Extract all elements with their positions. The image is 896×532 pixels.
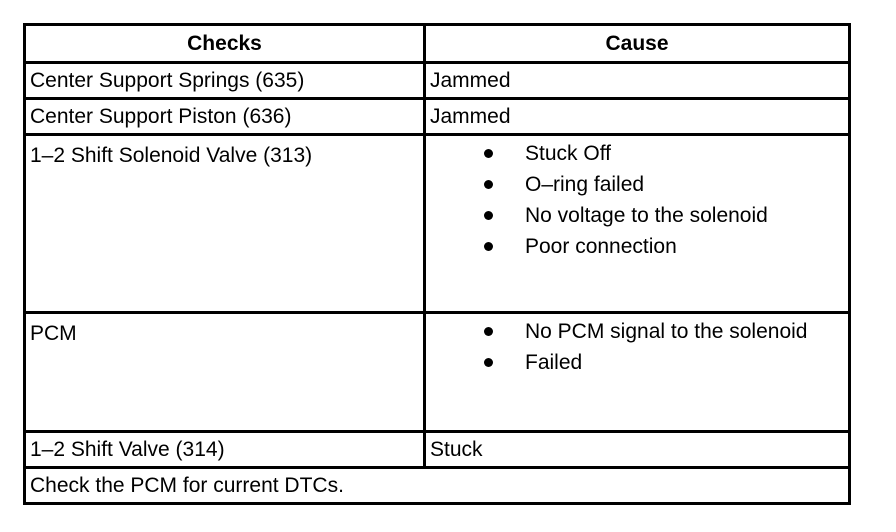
cause-header: Cause [425,25,850,63]
cause-list-item: Stuck Off [430,138,844,169]
check-cell: 1–2 Shift Valve (314) [25,432,425,468]
header-row [25,25,850,63]
checks-header: Checks [25,25,425,63]
cause-list [430,316,844,378]
cause-cell: Stuck [425,432,850,468]
cause-list-item: No PCM signal to the solenoid [430,316,844,347]
check-cell: Center Support Springs (635) [25,63,425,99]
cause-cell: Jammed [425,63,850,99]
check-cell: Center Support Piston (636) [25,99,425,135]
table-row [25,432,850,468]
cause-list [430,138,844,262]
cause-cell [425,313,850,432]
table-row [25,135,850,313]
cause-cell [425,135,850,313]
cause-list-item: Failed [430,347,844,378]
footer-note: Check the PCM for current DTCs. [25,468,850,504]
cause-cell: Jammed [425,99,850,135]
table-row [25,313,850,432]
cause-list-item: Poor connection [430,231,844,262]
check-cell: PCM [25,313,425,432]
footer-row [25,468,850,504]
check-cell: 1–2 Shift Solenoid Valve (313) [25,135,425,313]
diagnosis-table [23,23,851,505]
table-row [25,63,850,99]
cause-list-item: No voltage to the solenoid [430,200,844,231]
cause-list-item: O–ring failed [430,169,844,200]
table-row [25,99,850,135]
